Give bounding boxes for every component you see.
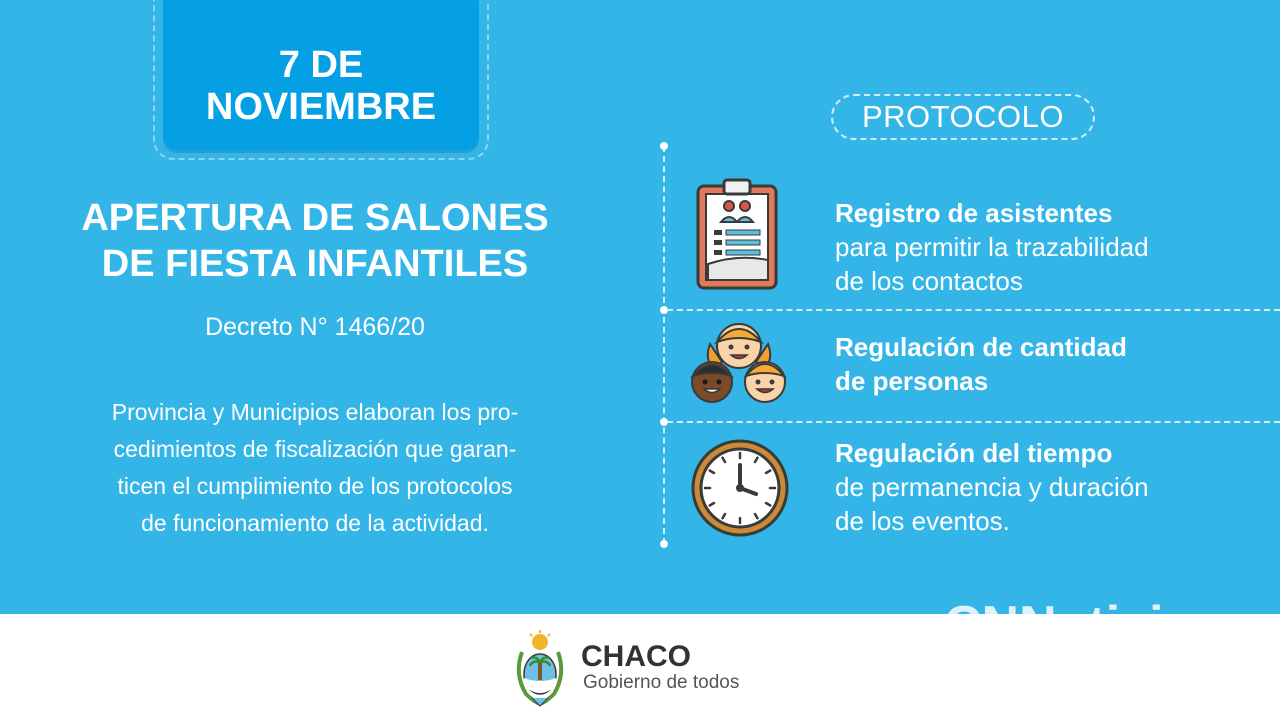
description-paragraph — [40, 394, 590, 542]
paragraph-line-2: cedimientos de fiscalización que garan- — [113, 436, 517, 462]
item-text: de los contactos — [835, 266, 1023, 296]
item-title: Registro de asistentes — [835, 198, 1113, 228]
date-text — [163, 44, 479, 128]
protocol-item-cantidad — [835, 330, 1127, 398]
date-line-1: 7 DE — [278, 44, 364, 86]
title-line-1: APERTURA DE SALONES — [81, 197, 549, 239]
decree-number: Decreto N° 1466/20 — [205, 313, 425, 341]
children-faces-icon — [690, 320, 788, 406]
clock-icon — [690, 438, 790, 538]
paragraph-line-3: ticen el cumplimiento de los protocolos — [117, 473, 513, 499]
page-title — [30, 195, 600, 287]
watermark-logo — [944, 600, 1280, 614]
date-line-2: NOVIEMBRE — [205, 86, 437, 128]
brand-name: CHACO — [581, 640, 691, 673]
clipboard-icon — [694, 178, 784, 292]
brand-tagline: Gobierno de todos — [583, 672, 740, 693]
item-text: de permanencia y duración — [835, 472, 1149, 502]
protocol-label: PROTOCOLO — [831, 94, 1095, 140]
protocol-item-tiempo — [835, 436, 1149, 538]
divider — [667, 421, 1280, 423]
item-title-continued: de personas — [835, 366, 989, 396]
item-text: para permitir la trazabilidad — [835, 232, 1149, 262]
paragraph-line-1: Provincia y Municipios elaboran los pro- — [111, 399, 519, 425]
chaco-crest-icon — [512, 630, 568, 708]
divider — [667, 309, 1280, 311]
timeline-dot — [660, 142, 668, 150]
item-title: Regulación de cantidad — [835, 332, 1127, 362]
timeline-dot — [660, 540, 668, 548]
item-title: Regulación del tiempo — [835, 438, 1113, 468]
title-line-2: DE FIESTA INFANTILES — [101, 243, 529, 285]
timeline-line — [663, 146, 665, 544]
paragraph-line-4: de funcionamiento de la actividad. — [141, 510, 489, 536]
item-text: de los eventos. — [835, 506, 1010, 536]
protocol-item-registro — [835, 196, 1149, 298]
